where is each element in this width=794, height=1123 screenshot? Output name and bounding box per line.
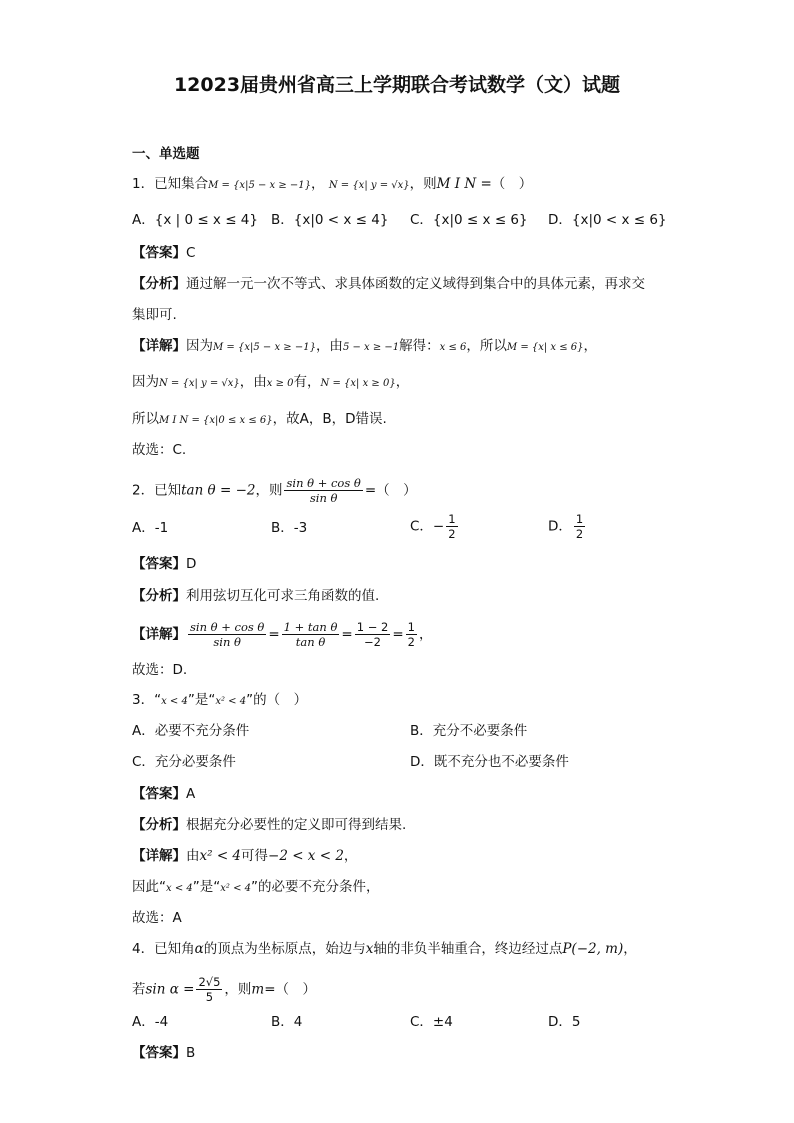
eq-sign: = (341, 626, 353, 643)
q1-d2-math: N = {x| x ≥ 0} (320, 378, 396, 389)
q1-d2-text: 因为 (132, 374, 159, 390)
q3-cond-2: x² < 4 (215, 696, 247, 707)
q1-d2-text: 有， (293, 374, 321, 390)
q2-detail-frac-3 (355, 620, 391, 649)
frac-den: 2 (575, 527, 584, 541)
frac-num: 1 (407, 620, 415, 634)
q3-d2-text: ”的必要不充分条件， (251, 879, 380, 895)
q2-choose: 故选：D. (132, 662, 188, 678)
q4-fraction (196, 975, 222, 1004)
q1-d2-text: ， (395, 374, 410, 390)
q1-d1-text: ，由 (315, 338, 343, 354)
q4-sin: sin α = (145, 981, 195, 998)
eq-sign: = (392, 626, 404, 643)
frac-den: 2 (407, 635, 415, 649)
q1-detail-3 (132, 409, 387, 431)
q1-d2-math: N = {x| y = √x} (159, 378, 240, 389)
q4-frac-den: 5 (205, 990, 214, 1004)
q2-option-d-label: D． (548, 518, 572, 535)
q1-d3-math: M I N = {x|0 ≤ x ≤ 6} (159, 415, 273, 426)
q1-analysis (132, 274, 645, 294)
q3-d1-text: 由 (186, 848, 200, 864)
q3-detail-1 (132, 846, 357, 866)
q4-answer-value: B (186, 1045, 196, 1061)
q1-sep: ， (311, 176, 325, 192)
q4-stem-text: 轴的非负半轴重合，终边经过点 (373, 941, 563, 957)
analysis-tag: 【分析】 (132, 588, 186, 604)
q1-analysis-text-1: 通过解一元一次不等式、求具体函数的定义域得到集合中的具体元素，再求交 (186, 276, 645, 292)
q4-option-d: D．5 (548, 1014, 581, 1030)
q1-d1-text: ， (583, 338, 598, 354)
q2-cond: tan θ = −2 (181, 482, 256, 499)
q1-stem (132, 174, 532, 196)
frac-num: sin θ + cos θ (190, 620, 265, 634)
q2-option-c (410, 512, 460, 541)
q1-option-a: A．{x | 0 ≤ x ≤ 4} (132, 212, 258, 228)
q4-stem-text: 4．已知角 (132, 941, 195, 957)
q4-point: P(−2, m) (562, 941, 624, 957)
q2-analysis (132, 586, 379, 606)
q3-stem (132, 690, 307, 712)
frac-num: 1 + tan θ (283, 620, 338, 634)
q3-stem-text: 3．“ (132, 692, 162, 708)
q2-option-c-frac (446, 512, 457, 541)
q4-stem-text: ，则 (224, 981, 252, 998)
q3-answer-value: A (186, 786, 196, 802)
q1-option-b: B．{x|0 < x ≤ 4} (271, 212, 389, 228)
q2-detail-frac-1 (188, 620, 266, 649)
q1-set-m: M = {x|5 − x ≥ −1} (208, 180, 312, 191)
q3-option-c: C．充分必要条件 (132, 754, 236, 770)
q1-d3-text: 所以 (132, 411, 159, 427)
q1-choose: 故选：C. (132, 442, 187, 458)
q4-answer (132, 1043, 195, 1063)
q1-d1-math: x ≤ 6 (439, 342, 467, 353)
q4-x-axis: x (365, 941, 374, 957)
q1-d1-text: ，所以 (466, 338, 507, 354)
q1-answer (132, 243, 195, 263)
comma: ， (418, 626, 433, 643)
q1-d1-math: 5 − x ≥ −1 (342, 342, 400, 353)
q2-detail-frac-4 (406, 620, 417, 649)
q1-expr: M I N = (436, 176, 492, 192)
q2-fraction (284, 476, 362, 505)
q1-d1-text: 解得： (399, 338, 440, 354)
detail-tag: 【详解】 (132, 338, 186, 354)
q3-d2-math: x² < 4 (220, 883, 251, 894)
q3-cond-1: x < 4 (161, 696, 188, 707)
q4-stem (132, 939, 637, 959)
q1-d3-text: ，故A，B，D错误. (272, 411, 387, 427)
q2-option-d-frac (574, 512, 585, 541)
frac-den: −2 (364, 635, 381, 649)
answer-tag: 【答案】 (132, 245, 186, 261)
q4-alpha: α (194, 941, 204, 957)
q4-stem-text: ， (623, 941, 637, 957)
q4-stem-text: 的顶点为坐标原点，始边与 (203, 941, 366, 957)
answer-tag: 【答案】 (132, 786, 186, 802)
q1-analysis-cont: 集即可. (132, 307, 177, 323)
q3-option-b: B．充分不必要条件 (410, 723, 528, 739)
q3-d1-math: x² < 4 (199, 848, 242, 864)
q1-d2-math: x ≥ 0 (266, 378, 294, 389)
q2-detail-frac-2 (282, 620, 340, 649)
q2-answer-value: D (186, 556, 197, 572)
q4-frac-num: 2√5 (198, 975, 221, 989)
frac-num (196, 975, 222, 990)
q4-stem-text: =（ ） (264, 981, 317, 998)
q3-d2-text: 因此“ (132, 879, 166, 895)
q3-d1-math: −2 < x < 2 (268, 848, 344, 864)
analysis-tag: 【分析】 (132, 276, 186, 292)
q2-option-b: B．-3 (271, 520, 308, 536)
q2-stem (132, 476, 417, 505)
q1-d1-math: M = {x| x ≤ 6} (506, 342, 584, 353)
q2-frac-num: sin θ + cos θ (286, 476, 361, 490)
answer-tag: 【答案】 (132, 556, 186, 572)
q1-paren: （ ） (491, 176, 533, 192)
q2-paren: （ ） (376, 482, 417, 499)
q2-analysis-text: 利用弦切互化可求三角函数的值. (186, 588, 380, 604)
answer-tag: 【答案】 (132, 1045, 186, 1061)
q1-set-n: N = {x| y = √x} (328, 180, 410, 191)
q3-choose: 故选：A (132, 910, 182, 926)
page-title: 12023届贵州省高三上学期联合考试数学（文）试题 (173, 74, 621, 96)
q3-stem-text: ”的（ ） (246, 692, 308, 708)
q3-d2-text: ”是“ (192, 879, 221, 895)
q1-detail-1 (132, 336, 597, 358)
q1-answer-value: C (186, 245, 196, 261)
frac-num: 1 (575, 512, 584, 526)
q3-option-a: A．必要不充分条件 (132, 723, 250, 739)
q1-d1-text: 因为 (186, 338, 213, 354)
detail-tag: 【详解】 (132, 626, 186, 643)
q2-option-c-label: C．− (410, 518, 445, 535)
detail-tag: 【详解】 (132, 848, 186, 864)
eq-sign: = (268, 626, 280, 643)
q1-d2-text: ，由 (239, 374, 267, 390)
q3-answer (132, 784, 195, 804)
q2-option-d (548, 512, 587, 541)
q2-eq: = (364, 482, 377, 499)
q4-option-a: A．-4 (132, 1014, 169, 1030)
frac-den: tan θ (295, 635, 326, 649)
q2-answer (132, 554, 196, 574)
q3-d2-math: x < 4 (166, 883, 193, 894)
section-heading: 一、单选题 (132, 146, 200, 162)
frac-den: 2 (448, 527, 456, 541)
q3-d1-text: ， (343, 848, 358, 864)
frac-num: 1 − 2 (356, 620, 389, 634)
q4-stem-text: 若 (132, 981, 146, 998)
q3-stem-text: ”是“ (187, 692, 216, 708)
q2-option-a: A．-1 (132, 520, 169, 536)
q2-detail (132, 620, 432, 649)
q4-m: m (251, 981, 265, 998)
q3-analysis-text: 根据充分必要性的定义即可得到结果. (186, 817, 407, 833)
q2-stem-text: ，则 (255, 482, 283, 499)
q1-stem-text: 1．已知集合 (132, 176, 209, 192)
q1-option-c: C．{x|0 ≤ x ≤ 6} (410, 212, 528, 228)
q4-option-b: B．4 (271, 1014, 303, 1030)
q1-stem-then: ，则 (409, 176, 437, 192)
q3-option-d: D．既不充分也不必要条件 (410, 754, 569, 770)
q1-detail-2 (132, 372, 409, 394)
q2-frac-den: sin θ (309, 491, 338, 505)
q4-option-c: C．±4 (410, 1014, 453, 1030)
q3-detail-2 (132, 877, 380, 899)
frac-num: 1 (448, 512, 456, 526)
q1-option-d: D．{x|0 < x ≤ 6} (548, 212, 667, 228)
analysis-tag: 【分析】 (132, 817, 186, 833)
q1-d1-math: M = {x|5 − x ≥ −1} (213, 342, 316, 353)
q3-analysis (132, 815, 406, 835)
frac-den: sin θ (213, 635, 241, 649)
q4-stem-cont (132, 975, 316, 1004)
q2-stem-text: 2．已知 (132, 482, 182, 499)
q3-d1-text: 可得 (241, 848, 269, 864)
